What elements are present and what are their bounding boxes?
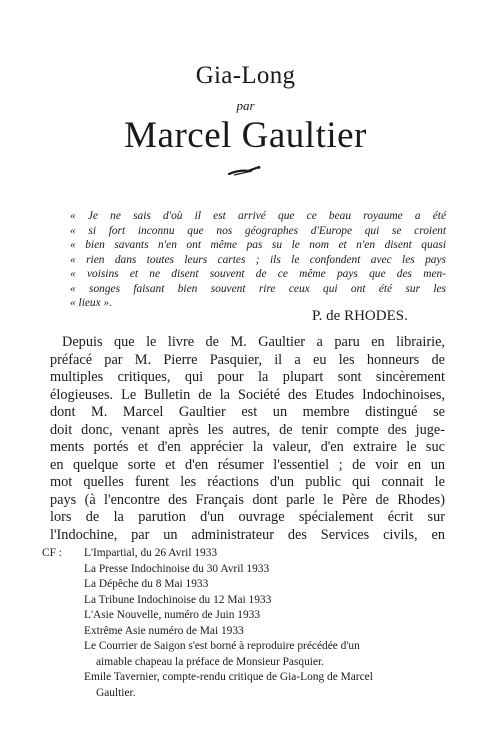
reference-tavernier-cont: Gaultier. <box>96 686 136 699</box>
body-line: préfacé par M. Pierre Pasquier, il a eu les honneurs de <box>50 351 445 368</box>
body-line: pays (à l'encontre des Français dont parle le Père de Rhodes) <box>50 491 445 508</box>
body-line: élogieuses. Le Bulletin de la Société des Etudes Indochinoises, <box>50 386 445 403</box>
body-paragraph <box>50 334 445 544</box>
reference-courrier-cont: aimable chapeau la préface de Monsieur Pasquier. <box>96 655 325 668</box>
reference-item: La Tribune Indochinoise du 12 Mai 1933 <box>84 593 272 606</box>
body-line: multiples critiques, qui pour la plupart sont sincèrement <box>50 369 445 385</box>
reference-item: Extrême Asie numéro de Mai 1933 <box>84 624 244 637</box>
body-line: mot quelles furent les réactions d'un public qui connait le <box>50 474 445 490</box>
quote-line: « voisins et ne disent souvent de ce même pays que des men- <box>70 268 446 280</box>
reference-item: L'Asie Nouvelle, numéro de Juin 1933 <box>84 609 261 621</box>
body-line: l'Indochine, par un administrateur des Services civils, en <box>50 526 445 543</box>
references-lead: CF : <box>42 547 62 559</box>
reference-tavernier: Emile Tavernier, compte-rendu critique de Gia-Long de Marcel <box>84 671 373 683</box>
references-footnote <box>42 546 373 701</box>
body-line: lors de la parution d'un ouvrage spécialement écrit sur <box>50 509 445 525</box>
reference-item: La Dépêche du 8 Mai 1933 <box>84 578 209 590</box>
book-title: Gia-Long <box>195 62 296 89</box>
quote-line: « bien savants n'en ont même pas su le nom et n'en disent quasi <box>70 239 446 251</box>
author-name: Marcel Gaultier <box>124 115 367 156</box>
reference-item: L'Impartial, du 26 Avril 1933 <box>84 547 218 559</box>
quote-line: « songes faisant bien souvent rire ceux qui ont été sur les <box>70 282 446 295</box>
body-line: ments portés et d'en apprécier la valeur, d'en extraire le suc <box>50 439 445 455</box>
title-par: par <box>236 98 255 113</box>
body-line: en quelque sorte et d'en résumer l'essentiel ; de voir en un <box>50 456 445 473</box>
body-line: dont M. Marcel Gaultier est un membre distingué se <box>50 404 445 420</box>
quote-line: « si fort inconnu que nos géographes d'Europe qui se croient <box>70 224 446 237</box>
quote-line: « rien dans toutes leurs cartes ; ils le confondent avec les pays <box>70 253 446 266</box>
body-line: doit donc, venant après les autres, de tenir compte des juge- <box>50 421 445 438</box>
quote-line: « Je ne sais d'où il est arrivé que ce beau royaume a été <box>70 210 446 222</box>
epigraph-quote <box>70 209 446 311</box>
reference-courrier: Le Courrier de Saigon s'est borné à reproduire précédée d'un <box>84 640 360 652</box>
pen-flourish-icon <box>228 165 262 177</box>
quote-signature: P. de RHODES. <box>312 308 408 324</box>
quote-line: « lieux ». <box>70 297 113 309</box>
reference-item: La Presse Indochinoise du 30 Avril 1933 <box>84 562 270 575</box>
body-line: Depuis que le livre de M. Gaultier a paru en librairie, <box>62 334 445 350</box>
